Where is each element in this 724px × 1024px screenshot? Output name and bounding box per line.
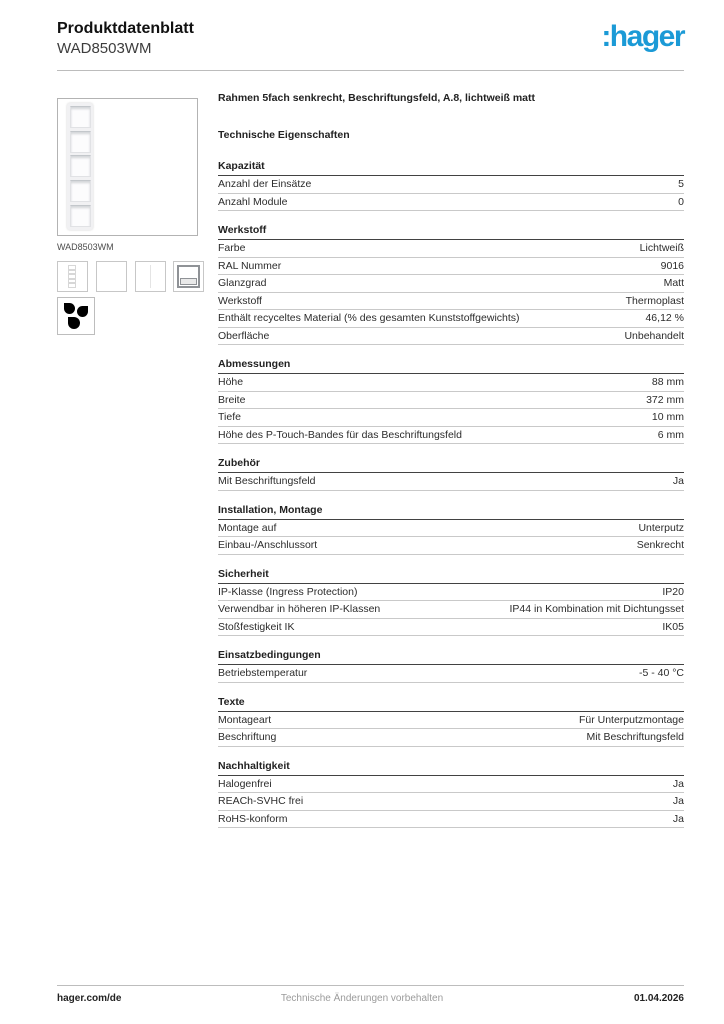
spec-content: [218, 92, 684, 828]
frame-section-view-icon: [173, 261, 204, 292]
frame-blank-view-icon: [96, 261, 127, 292]
spec-row: [218, 537, 684, 555]
spec-label: Höhe: [218, 376, 244, 388]
spec-value: Ja: [672, 475, 684, 487]
spec-row: [218, 729, 684, 747]
spec-value: Ja: [672, 795, 684, 807]
spec-row: [218, 293, 684, 311]
spec-label: Anzahl der Einsätze: [218, 178, 312, 190]
spec-row: [218, 409, 684, 427]
mini-frame-strip: [67, 265, 77, 288]
spec-group: [218, 568, 684, 637]
spec-label: RoHS-konform: [218, 812, 288, 825]
group-title: Installation, Montage: [218, 504, 684, 520]
spec-row: [218, 194, 684, 212]
spec-label: Oberfläche: [218, 329, 270, 342]
spec-row: [218, 427, 684, 445]
spec-value: Senkrecht: [636, 539, 684, 551]
spec-group: [218, 160, 684, 211]
spec-value: IP44 in Kombination mit Dichtungsset: [509, 603, 684, 615]
spec-value: Thermoplast: [625, 294, 684, 307]
spec-group: [218, 224, 684, 345]
product-image-caption: WAD8503WM: [57, 242, 114, 252]
spec-label: Höhe des P-Touch-Bandes für das Beschriftungsfeld: [218, 428, 462, 441]
mini-window: [68, 283, 76, 288]
spec-row: [218, 328, 684, 346]
spec-row: [218, 601, 684, 619]
spec-group: [218, 457, 684, 491]
spec-label: Glanzgrad: [218, 277, 267, 289]
spec-value: Lichtweiß: [639, 242, 684, 254]
frame-window: [70, 106, 91, 128]
spec-value: Ja: [672, 812, 684, 825]
group-title: Zubehör: [218, 457, 684, 473]
spec-label: Breite: [218, 393, 246, 406]
frame-window: [70, 155, 91, 177]
spec-value: IK05: [662, 620, 684, 633]
spec-row: [218, 275, 684, 293]
section-label-bar: [180, 278, 197, 285]
frame-window: [70, 180, 91, 202]
footer-website: hager.com/de: [57, 993, 122, 1004]
spec-label: Tiefe: [218, 411, 241, 423]
spec-label: Beschriftung: [218, 731, 277, 743]
footer-date: 01.04.2026: [633, 993, 684, 1004]
spec-value: 372 mm: [646, 393, 684, 406]
drop-shape: [68, 317, 80, 329]
spec-value: 9016: [660, 259, 684, 272]
spec-row: [218, 619, 684, 637]
spec-label: RAL Nummer: [218, 259, 282, 272]
hager-logo: :hager: [601, 20, 684, 53]
spec-label: Halogenfrei: [218, 777, 272, 790]
spec-value: 0: [678, 195, 684, 208]
spec-label: Farbe: [218, 242, 246, 254]
spec-value: 10 mm: [651, 411, 684, 423]
product-title: Rahmen 5fach senkrecht, Beschriftungsfeld, A.8, lichtweiß matt: [218, 92, 536, 104]
footer-notice: Technische Änderungen vorbehalten: [280, 993, 444, 1004]
spec-value: 6 mm: [657, 428, 684, 441]
spec-value: 5: [678, 178, 684, 190]
spec-row: [218, 258, 684, 276]
frame-side-view-icon: [135, 261, 166, 292]
footer-divider: [57, 985, 684, 986]
group-title: Abmessungen: [218, 358, 684, 374]
spec-label: REACh-SVHC frei: [218, 795, 304, 807]
spec-row: [218, 310, 684, 328]
spec-group: [218, 649, 684, 683]
spec-row: [218, 712, 684, 730]
group-title: Sicherheit: [218, 568, 684, 584]
group-title: Nachhaltigkeit: [218, 760, 684, 776]
spec-value: Für Unterputzmontage: [578, 713, 684, 726]
frame-window: [70, 131, 91, 153]
spec-row: [218, 776, 684, 794]
spec-row: [218, 176, 684, 194]
frame-front-view-icon: [57, 261, 88, 292]
water-drops-icon: [57, 297, 95, 335]
spec-row: [218, 665, 684, 683]
frame-5gang-drawing: [67, 103, 93, 230]
spec-row: [218, 240, 684, 258]
spec-row: [218, 793, 684, 811]
spec-label: IP-Klasse (Ingress Protection): [218, 585, 358, 598]
drop-shape: [77, 306, 88, 317]
spec-label: Stoßfestigkeit IK: [218, 620, 295, 633]
section-title: Technische Eigenschaften: [218, 129, 350, 141]
spec-value: Unbehandelt: [624, 329, 684, 342]
spec-groups: [218, 160, 684, 828]
spec-value: Unterputz: [638, 521, 684, 534]
spec-label: Betriebstemperatur: [218, 667, 308, 679]
spec-row: [218, 811, 684, 829]
spec-value: -5 - 40 °C: [638, 667, 684, 679]
group-title: Kapazität: [218, 160, 684, 176]
product-image: [57, 98, 198, 236]
frame-window: [70, 205, 91, 227]
drop-shape: [64, 303, 75, 314]
group-title: Einsatzbedingungen: [218, 649, 684, 665]
spec-group: [218, 504, 684, 555]
spec-row: [218, 584, 684, 602]
group-title: Werkstoff: [218, 224, 684, 240]
spec-value: Matt: [663, 277, 684, 289]
spec-row: [218, 520, 684, 538]
spec-value: 88 mm: [651, 376, 684, 388]
spec-value: Ja: [672, 777, 684, 790]
product-id: WAD8503WM: [57, 40, 152, 57]
spec-value: IP20: [662, 585, 684, 598]
spec-label: Werkstoff: [218, 294, 262, 307]
spec-label: Enthält recyceltes Material (% des gesamten Kunststoffgewichts): [218, 312, 520, 324]
spec-label: Montageart: [218, 713, 272, 726]
spec-value: Mit Beschriftungsfeld: [586, 731, 684, 743]
side-view-line: [150, 265, 151, 288]
page-title: Produktdatenblatt: [57, 20, 194, 37]
header-divider: [57, 70, 684, 71]
spec-label: Anzahl Module: [218, 195, 288, 208]
spec-group: [218, 760, 684, 829]
spec-value: 46,12 %: [645, 312, 684, 324]
spec-label: Verwendbar in höheren IP-Klassen: [218, 603, 381, 615]
spec-row: [218, 392, 684, 410]
spec-label: Montage auf: [218, 521, 277, 534]
spec-group: [218, 358, 684, 444]
spec-group: [218, 696, 684, 747]
spec-label: Einbau-/Anschlussort: [218, 539, 318, 551]
spec-row: [218, 374, 684, 392]
spec-label: Mit Beschriftungsfeld: [218, 475, 316, 487]
section-outline: [177, 265, 200, 288]
group-title: Texte: [218, 696, 684, 712]
spec-row: [218, 473, 684, 491]
